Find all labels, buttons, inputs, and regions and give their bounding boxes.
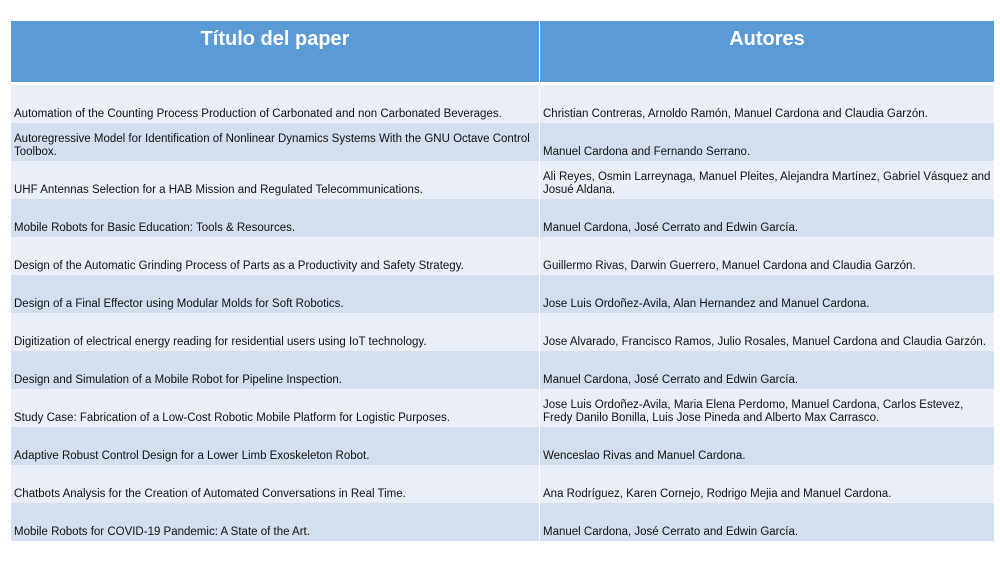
paper-authors-cell: Manuel Cardona, José Cerrato and Edwin García. (540, 503, 994, 541)
table-row (11, 503, 994, 541)
table-row (11, 123, 994, 161)
paper-authors-cell: Guillermo Rivas, Darwin Guerrero, Manuel Cardona and Claudia Garzón. (540, 237, 994, 275)
paper-title-cell: Study Case: Fabrication of a Low-Cost Robotic Mobile Platform for Logistic Purposes. (11, 389, 540, 427)
table-row (11, 389, 994, 427)
table-header-row (11, 21, 994, 85)
paper-title-cell: Design of a Final Effector using Modular Molds for Soft Robotics. (11, 275, 540, 313)
paper-authors-cell: Christian Contreras, Arnoldo Ramón, Manuel Cardona and Claudia Garzón. (540, 85, 994, 123)
paper-authors-cell: Jose Luis Ordoñez-Avila, Maria Elena Perdomo, Manuel Cardona, Carlos Estevez, Fredy Danilo Bonilla, Luis Jose Pineda and Alberto Max Carrasco. (540, 389, 994, 427)
column-header-title: Título del paper (11, 21, 540, 85)
paper-authors-cell: Ali Reyes, Osmin Larreynaga, Manuel Pleites, Alejandra Martínez, Gabriel Vásquez and Josué Aldana. (540, 161, 994, 199)
paper-authors-cell: Manuel Cardona, José Cerrato and Edwin García. (540, 351, 994, 389)
paper-title-cell: Mobile Robots for COVID-19 Pandemic: A State of the Art. (11, 503, 540, 541)
table-row (11, 275, 994, 313)
paper-authors-cell: Manuel Cardona, José Cerrato and Edwin García. (540, 199, 994, 237)
table-row (11, 237, 994, 275)
column-header-authors: Autores (540, 21, 994, 85)
table-row (11, 427, 994, 465)
paper-title-cell: Chatbots Analysis for the Creation of Automated Conversations in Real Time. (11, 465, 540, 503)
paper-title-cell: Autoregressive Model for Identification of Nonlinear Dynamics Systems With the GNU Octave Control Toolbox. (11, 123, 540, 161)
table-row (11, 161, 994, 199)
paper-title-cell: UHF Antennas Selection for a HAB Mission and Regulated Telecommunications. (11, 161, 540, 199)
paper-authors-cell: Jose Luis Ordoñez-Avila, Alan Hernandez and Manuel Cardona. (540, 275, 994, 313)
paper-title-cell: Automation of the Counting Process Production of Carbonated and non Carbonated Beverages. (11, 85, 540, 123)
paper-title-cell: Mobile Robots for Basic Education: Tools & Resources. (11, 199, 540, 237)
table-row (11, 85, 994, 123)
paper-title-cell: Design of the Automatic Grinding Process of Parts as a Productivity and Safety Strategy. (11, 237, 540, 275)
papers-table (11, 21, 994, 541)
table-row (11, 313, 994, 351)
paper-title-cell: Digitization of electrical energy reading for residential users using IoT technology. (11, 313, 540, 351)
paper-authors-cell: Manuel Cardona and Fernando Serrano. (540, 123, 994, 161)
table-row (11, 465, 994, 503)
paper-title-cell: Design and Simulation of a Mobile Robot for Pipeline Inspection. (11, 351, 540, 389)
paper-authors-cell: Jose Alvarado, Francisco Ramos, Julio Rosales, Manuel Cardona and Claudia Garzón. (540, 313, 994, 351)
paper-title-cell: Adaptive Robust Control Design for a Lower Limb Exoskeleton Robot. (11, 427, 540, 465)
table-row (11, 351, 994, 389)
paper-authors-cell: Wenceslao Rivas and Manuel Cardona. (540, 427, 994, 465)
table-row (11, 199, 994, 237)
paper-authors-cell: Ana Rodríguez, Karen Cornejo, Rodrigo Mejia and Manuel Cardona. (540, 465, 994, 503)
